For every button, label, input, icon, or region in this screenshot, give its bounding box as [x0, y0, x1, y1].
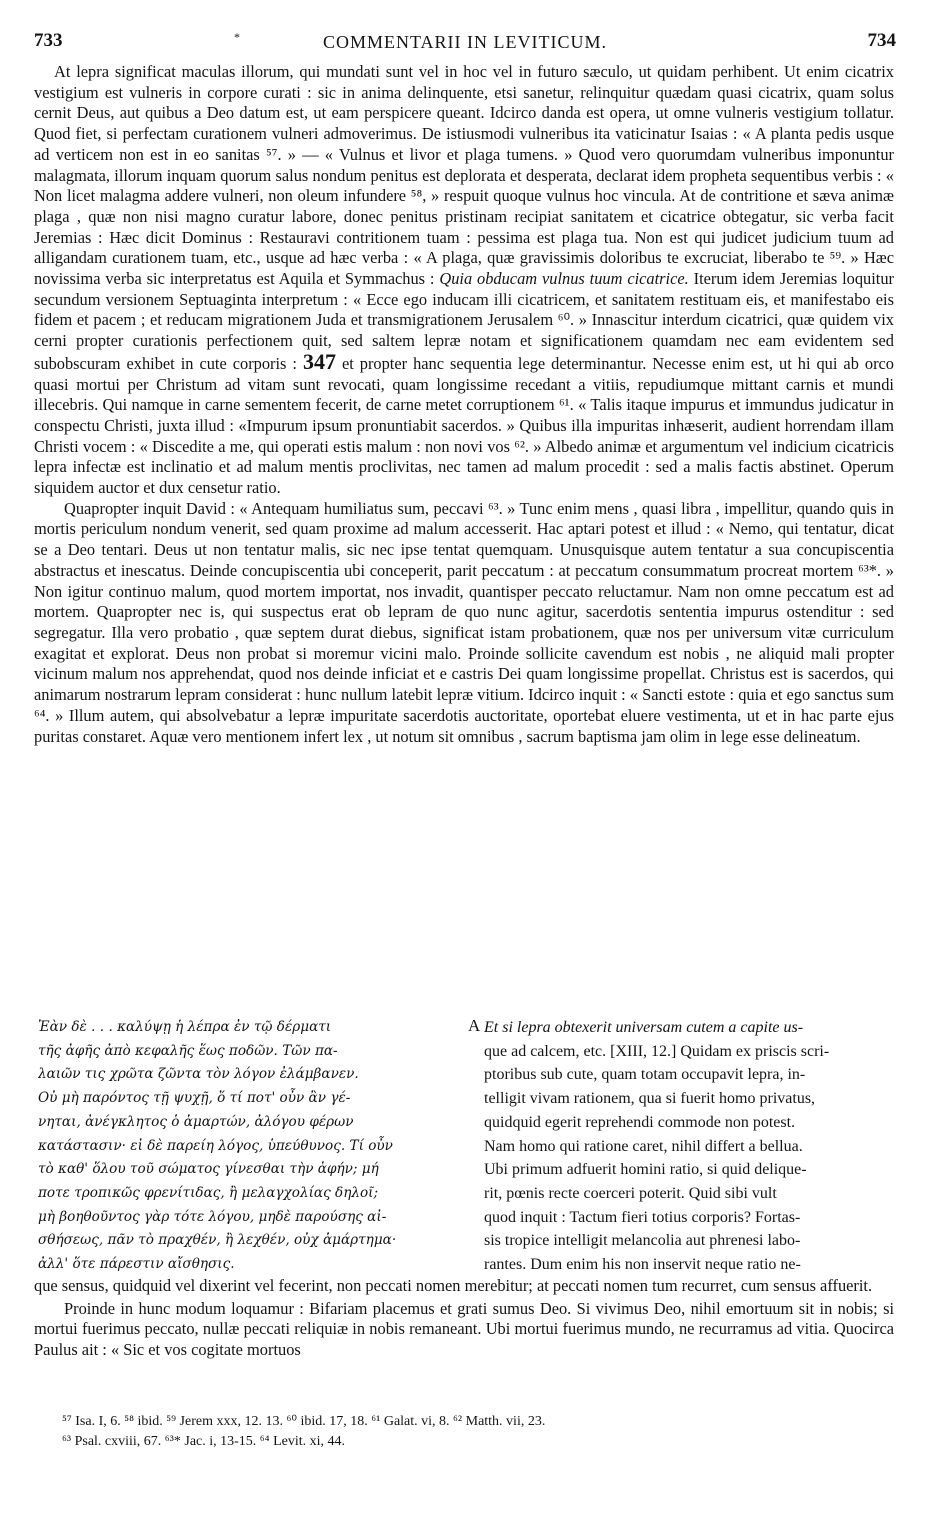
column-number-marker: 347 [302, 348, 336, 374]
paragraph-1-text-c: et propter hanc sequentia lege determinantur. Necesse enim est, ut hi qui ab orco quasi mortui per Christum ad vitam sunt revocati, quam longissime recedant a vitiis, repudiumque mittant carnis et mundi illecebris. Qui namque in carne sementem fecerit, de carne metet corruptionem ⁶¹. « Talis itaque impurus et immundus judicatur in conspectu Christi, juxta illud : «Impurum ipsum pronuntiabit sacerdos. » Quibus illa impuritas inhæserit, audient horrendam illam Christi vocem : « Discedite a me, qui operati estis malum : non novi vos ⁶². » Albedo animæ et argumentum vel indicium cicatricis lepra infectæ est inclinatio et ad malum mentis proclivitas, nec tamen ad malum procedit : sed a malis factis abstinet. Operum siquidem auctor et dux censetur ratio. [34, 353, 894, 498]
main-text [34, 62, 894, 747]
greek-line: λαιῶν τις χρῶτα ζῶντα τὸν λόγον ἐλάμβανεν. [38, 1066, 359, 1083]
greek-line: ποτε τροπικῶς φρενίτιδας, ἢ μελαγχολίας δηλοῖ; [38, 1184, 379, 1201]
greek-line: νηται, ἀνέγκλητος ὁ ἁμαρτών, ἀλόγου φέρων [38, 1113, 354, 1130]
greek-line: Οὐ μὴ παρόντος τῇ ψυχῇ, ὅ τί ποτ' οὖν ἂν γέ- [38, 1090, 351, 1107]
paragraph-2: Quapropter inquit David : « Antequam humiliatus sum, peccavi ⁶³. » Tunc enim mens , quasi libra , impellitur, quando quis in mortis periculum nondum venerit, sed quam proxime ad malum accesserit. Hac aptari potest et illud : « Nemo, qui tentatur, dicat se a Deo tentari. Deus ut non tentatur malis, sic nec ipse tentat quemquam. Unusquisque autem tentatur a sua concupiscentia abstractus et inescatus. Deinde concupiscentia ubi conceperit, parit peccatum : at peccatum consummatum procreat mortem ⁶³*. » Non igitur continuo malum, quod mortem importat, nos invadit, quantisper peccato reluctamur. Nam non omne peccatum est ad mortem. Quapropter nec is, qui suspectus erat ob lepram de quo nunc agitur, sacerdotis sententia impurus ostenditur : sed segregatur. Illa vero probatio , quæ septem durat diebus, significat istam probationem, quæ nos per universum vitæ curriculum exagitat et explorat. Deus non probat si moremur vicini malo. Proinde sollicite cavendum est nobis , ne aliquid mali propter vicinum malum nos apprehendat, quod nos deinde inficiat et e castris Dei quam longissime propellat. Christus est is sacerdos, qui animarum nostrarum lepram considerat : hunc nullum latebit lepræ vitium. Idcirco inquit : « Sancti estote : quia et ego sanctus sum ⁶⁴. » Illum autem, qui absolvebatur a lepræ impuritate sacerdotis auctoritate, oportebat eluere vestimenta, ut et in hac parte ejus puritas constaret. Aquæ vero mentionem infert lex , ut notum sit omnibus , sacrum baptisma jam olim in lege esse delineatum. [34, 498, 894, 746]
page-number-right: 734 [867, 30, 896, 51]
greek-line: ἀλλ' ὅτε πάρεστιν αἴσθησις. [38, 1256, 235, 1273]
two-column-section [34, 1016, 896, 1274]
latin-line: quod inquit : Tactum fieri totius corporis? Fortas- [484, 1208, 801, 1226]
latin-line: Ubi primum adfuerit homini ratio, si quid delique- [484, 1161, 807, 1179]
page-number-left: 733 [34, 30, 63, 51]
paragraph-3: Proinde in hunc modum loquamur : Bifariam placemus et grati sumus Deo. Si vivimus Deo, nihil emortuum sit in nobis; si mortui fuerimus peccato, nullæ peccati reliquiæ in nobis remaneant. Ubi mortui fuerimus mundo, ne recurramus ad vitia. Quocirca Paulus ait : « Sic et vos cogitate mortuos [34, 1298, 894, 1360]
continuation-paragraph: que sensus, quidquid vel dixerint vel fecerint, non peccati nomen merebitur; at peccati nomen tum recurret, cum sensus affuerit. [34, 1276, 873, 1295]
latin-line: sis tropice intelligit melancolia aut phrenesi labo- [484, 1232, 801, 1250]
greek-line: κατάστασιν· εἰ δὲ παρείη λόγος, ὑπεύθυνος. Τί οὖν [38, 1137, 393, 1154]
paragraph-1-text-b: Iterum idem Jeremias loquitur secundum versionem Septuaginta interpretum : « Ecce ego inducam illi cicatricem, et sanitatem restituam eis, et manifestabo eis fidem et pacem ; et reducam migrationem Juda et transmigrationem Jerusalem ⁶⁰. » Innascitur interdum cicatrici, quæ quidem vix cerni propter curationis perfectionem quit, sed saltem lepræ notam et significationem quamdam nec eam evidentem sed subobscuram exhibet in cute corporis : [34, 269, 894, 373]
running-title: COMMENTARII IN LEVITICUM. [322, 32, 608, 52]
greek-line: σθήσεως, πᾶν τὸ πραχθέν, ἢ λεχθέν, οὐχ ἁμάρτημα· [38, 1232, 397, 1249]
greek-line: Ἐὰν δὲ . . . καλύψῃ ἡ λέπρα ἐν τῷ δέρματι [38, 1019, 332, 1035]
paragraph-1 [34, 62, 894, 499]
column-marker: A [468, 1016, 481, 1035]
header-star: * [234, 30, 240, 44]
latin-line-italic: Et si lepra obtexerit universam cutem a capite us- [484, 1019, 804, 1036]
latin-line: Nam homo qui ratione caret, nihil differt a bellua. [484, 1137, 803, 1155]
footnote-line: ⁶³ Psal. cxviii, 67. ⁶³* Jac. i, 13-15. ⁶⁴ Levit. xi, 44. [62, 1434, 346, 1449]
greek-line: μὴ βοηθοῦντος γὰρ τότε λόγου, μηδὲ παρούσης αἰ- [38, 1208, 387, 1225]
latin-line: telligit vivam rationem, qua si fuerit homo privatus, [484, 1090, 816, 1108]
running-header [34, 30, 896, 56]
greek-line: τὸ καθ' ὅλου τοῦ σώματος γίνεσθαι τὴν ἀφήν; μή [38, 1161, 379, 1178]
latin-column [484, 1016, 896, 1277]
latin-line: que ad calcem, etc. [XIII, 12.] Quidam ex priscis scri- [484, 1042, 830, 1060]
latin-line: quidquid egerit reprehendi commode non potest. [484, 1113, 796, 1131]
paragraph-1-italic: Quia obducam vulnus tuum cicatrice. [439, 269, 689, 289]
greek-column [38, 1016, 464, 1277]
latin-line: rit, pœnis recte coerceri poterit. Quid sibi vult [484, 1184, 777, 1202]
latin-line [484, 1016, 896, 1040]
continuation-text [34, 1276, 894, 1361]
greek-line: τῆς ἀφῆς ἀπὸ κεφαλῆς ἕως ποδῶν. Τῶν πα- [38, 1042, 338, 1059]
footnotes [62, 1412, 902, 1452]
footnote-line: ⁵⁷ Isa. I, 6. ⁵⁸ ibid. ⁵⁹ Jerem xxx, 12. 13. ⁶⁰ ibid. 17, 18. ⁶¹ Galat. vi, 8. ⁶² Matth. vii, 23. [62, 1414, 546, 1429]
latin-line: rantes. Dum enim his non inservit neque ratio ne- [484, 1256, 801, 1274]
paragraph-1-text-a: At lepra significat maculas illorum, qui mundati sunt vel in hoc vel in futuro sæculo, ut quidam perhibent. Ut enim cicatrix vestigium est vulneris in corpore curati : sic in anima delinquente, etsi sanetur, relinquitur quædam quasi cicatrix, quam solus cernit Deus, aut quibus a Deo datum est, ut eam perspicere queant. Idcirco danda est opera, ut omne vulneris vestigium tollatur. Quod fiet, si perfectam curationem vulneri admoverimus. De istiusmodi vulneribus ita vaticinatur Isaias : « A planta pedis usque ad verticem non est in eo sanitas ⁵⁷. » — « Vulnus et livor et plaga tumens. » Quod vero quorumdam vulneribus imponuntur malagmata, illorum inquam quorum salus nondum penitus est deplorata et desperata, declarat idem propheta sequentibus verbis : « Non licet malagma addere vulneri, non oleum infundere ⁵⁸, » respuit quoque vulnus hoc vincula. At de contritione et sæva animæ plaga , quæ non nisi magno curatur labore, donec penitus pristinam recipiat sanitatem et cicatrice obtegatur, sic verba facit Jeremias : Hæc dicit Dominus : Restauravi contritionem tuam : pessima est plaga tua. Non est qui judicet judicium tuum ad alligandam curationem tuam, etc., usque ad hæc verba : « A plaga, quæ gravissimis doloribus te excruciat, liberabo te ⁵⁹. » Hæc novissima verba sic interpretatus est Aquila et Symmachus : [34, 62, 894, 289]
latin-line: ptoribus sub cute, quam totam occupavit lepra, in- [484, 1066, 806, 1084]
